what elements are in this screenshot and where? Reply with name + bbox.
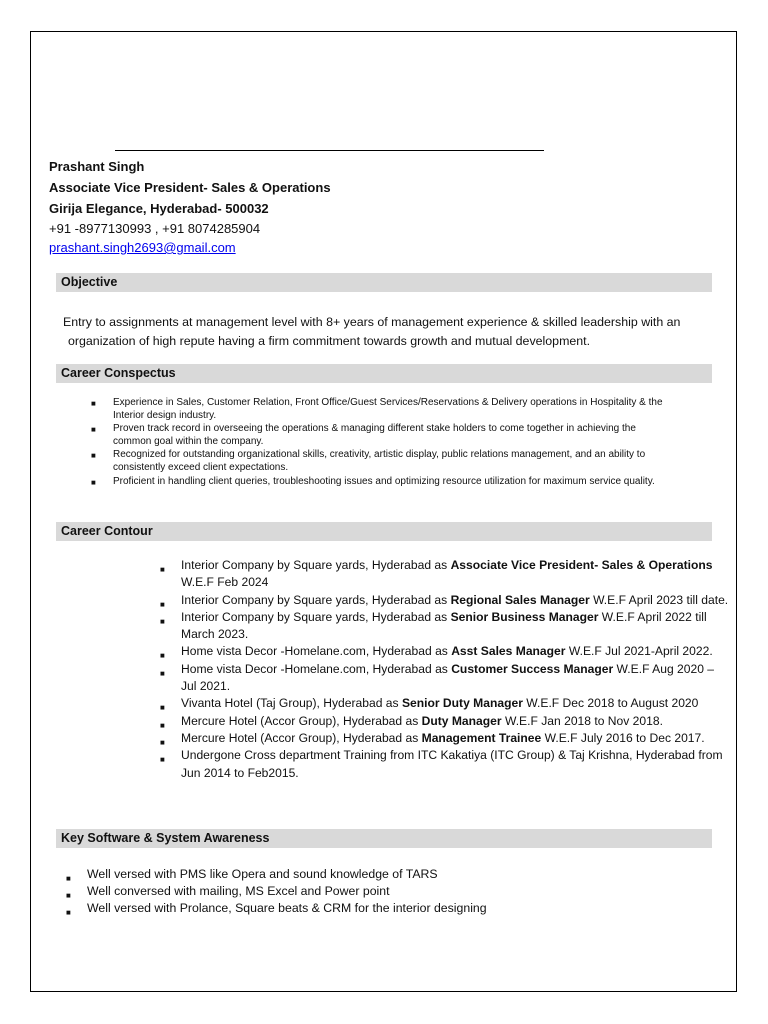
objective-text (63, 313, 723, 351)
candidate-address: Girija Elegance, Hyderabad- 500032 (49, 201, 269, 216)
list-item (160, 557, 730, 592)
item-text: Undergone Cross department Training from ITC Kakatiya (ITC Group) & Taj Krishna, Hyderabad from Jun 2014 to Feb2015. (181, 748, 723, 780)
item-text: Home vista Decor -Homelane.com, Hyderabad as (181, 644, 452, 659)
section-heading-career-contour: Career Contour (56, 522, 712, 541)
item-text: Vivanta Hotel (Taj Group), Hyderabad as (181, 696, 402, 711)
job-role: Asst Sales Manager (451, 644, 566, 659)
square-bullet-icon: ■ (91, 399, 96, 408)
candidate-email-link[interactable]: prashant.singh2693@gmail.com (49, 240, 236, 255)
list-item-text: Proficient in handling client queries, troubleshooting issues and optimizing resource utilization for maximum service quality. (113, 475, 655, 487)
list-item (91, 449, 671, 474)
job-role: Customer Success Manager (451, 661, 614, 676)
list-item-text: Well conversed with mailing, MS Excel and Power point (87, 884, 390, 898)
job-role: Senior Duty Manager (401, 696, 523, 711)
career-contour-list (160, 557, 730, 782)
item-dates: W.E.F Dec 2018 to August 2020 (522, 696, 699, 711)
candidate-name: Prashant Singh (49, 159, 145, 174)
item-dates: W.E.F April 2023 till date. (589, 592, 729, 607)
job-role: Regional Sales Manager (450, 592, 590, 607)
list-item (66, 900, 666, 917)
section-heading-key-software: Key Software & System Awareness (56, 829, 712, 848)
job-role: Duty Manager (421, 713, 502, 728)
candidate-phone: +91 -8977130993 , +91 8074285904 (49, 221, 261, 236)
square-bullet-icon: ■ (91, 451, 96, 461)
square-bullet-icon: ■ (160, 703, 165, 713)
item-dates: W.E.F Jan 2018 to Nov 2018. (501, 713, 663, 728)
list-item (160, 730, 730, 747)
list-item-text: Well versed with PMS like Opera and sound knowledge of TARS (87, 867, 438, 881)
job-role: Associate Vice President- Sales & Operations (450, 558, 713, 572)
item-dates: W.E.F Jul 2021-April 2022. (565, 644, 713, 659)
section-heading-objective: Objective (56, 273, 712, 292)
square-bullet-icon: ■ (160, 737, 165, 747)
career-conspectus-list (91, 397, 671, 489)
item-dates: W.E.F April 2022 till March 2023. (181, 609, 707, 642)
square-bullet-icon: ■ (160, 755, 165, 765)
resume-header (49, 156, 331, 257)
item-text: Mercure Hotel (Accor Group), Hyderabad as (181, 730, 422, 745)
square-bullet-icon: ■ (160, 565, 165, 574)
list-item (160, 592, 730, 609)
list-item (66, 866, 666, 883)
list-item (160, 661, 730, 696)
list-item (91, 397, 671, 422)
list-item-text: Proven track record in overseeing the operations & managing different stake holders to come together in achieving the common goal within the company. (113, 423, 636, 447)
list-item (160, 695, 730, 712)
objective-line: organization of high repute having a firm commitment towards growth and mutual development. (68, 334, 591, 348)
item-text: Interior Company by Square yards, Hyderabad as (181, 592, 451, 607)
job-role: Management Trainee (421, 730, 542, 745)
square-bullet-icon: ■ (160, 668, 165, 678)
list-item (160, 609, 730, 644)
square-bullet-icon: ■ (91, 477, 96, 487)
list-item (160, 747, 730, 782)
square-bullet-icon: ■ (160, 599, 165, 609)
item-dates: W.E.F July 2016 to Dec 2017. (541, 730, 705, 745)
square-bullet-icon: ■ (66, 908, 71, 917)
objective-line: Entry to assignments at management level with 8+ years of management experience & skilled leadership with an (63, 315, 681, 329)
section-heading-career-conspectus: Career Conspectus (56, 364, 712, 383)
square-bullet-icon: ■ (66, 874, 71, 883)
job-role: Senior Business Manager (450, 609, 599, 624)
list-item (91, 476, 671, 489)
item-text: Mercure Hotel (Accor Group), Hyderabad as (181, 713, 422, 728)
item-dates: W.E.F Aug 2020 – Jul 2021. (181, 661, 715, 694)
list-item-text: Recognized for outstanding organizational skills, creativity, artistic display, public relations management, and an ability to consistently exceed client expectations. (113, 449, 646, 473)
list-item (160, 713, 730, 730)
software-list (66, 866, 666, 917)
square-bullet-icon: ■ (160, 651, 165, 661)
list-item (91, 423, 671, 448)
item-dates: W.E.F Feb 2024 (181, 575, 269, 590)
list-item-text: Experience in Sales, Customer Relation, Front Office/Guest Services/Reservations & Delivery operations in Hospitality & the Interior design industry. (113, 397, 663, 421)
list-item-text: Well versed with Prolance, Square beats & CRM for the interior designing (87, 901, 487, 915)
list-item (160, 643, 730, 660)
square-bullet-icon: ■ (91, 425, 96, 435)
item-text: Interior Company by Square yards, Hyderabad as (181, 609, 451, 624)
candidate-title: Associate Vice President- Sales & Operations (49, 180, 331, 195)
list-item (66, 883, 666, 900)
header-divider (115, 150, 544, 151)
item-text: Home vista Decor -Homelane.com, Hyderabad as (181, 661, 452, 676)
item-text: Interior Company by Square yards, Hyderabad as (181, 558, 451, 572)
square-bullet-icon: ■ (160, 616, 165, 626)
square-bullet-icon: ■ (66, 891, 71, 900)
square-bullet-icon: ■ (160, 720, 165, 730)
